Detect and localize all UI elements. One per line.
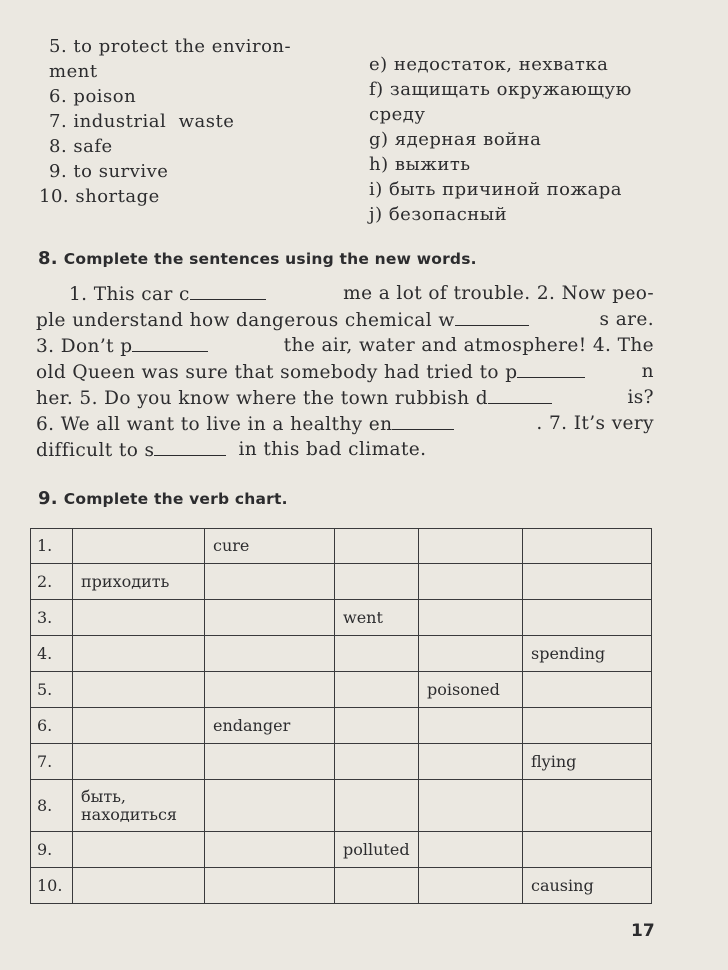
- text-line: 3. Don’t p the air, water and atmosphere! 4. The: [36, 335, 654, 357]
- chart-cell-empty[interactable]: [73, 744, 205, 780]
- row-number: 3.: [31, 600, 73, 636]
- page-number: 17: [631, 921, 655, 941]
- exercise-8-heading: 8. Complete the sentences using the new words.: [38, 248, 477, 269]
- vocab-translation: f) защищать окружающую: [369, 79, 632, 100]
- chart-cell-empty[interactable]: [419, 832, 523, 868]
- vocab-translation: g) ядерная война: [369, 129, 542, 150]
- chart-row: [31, 564, 652, 600]
- text-line: difficult to s in this bad climate.: [36, 439, 427, 461]
- chart-cell: poisoned: [419, 672, 523, 708]
- vocab-item: ment: [49, 61, 98, 82]
- chart-cell-empty[interactable]: [419, 868, 523, 904]
- row-number: 10.: [31, 868, 73, 904]
- chart-row: [31, 744, 652, 780]
- vocab-translation: h) выжить: [369, 154, 471, 175]
- vocab-item: 10. shortage: [39, 186, 160, 207]
- chart-row: [31, 868, 652, 904]
- chart-cell-empty[interactable]: [205, 832, 335, 868]
- vocab-translation: среду: [369, 104, 426, 125]
- chart-cell-empty[interactable]: [523, 708, 652, 744]
- vocab-item: 6. poison: [49, 86, 137, 107]
- vocab-item: 7. industrial waste: [49, 111, 235, 132]
- chart-cell-empty[interactable]: [335, 672, 419, 708]
- chart-cell-empty[interactable]: [419, 529, 523, 564]
- chart-cell-empty[interactable]: [335, 708, 419, 744]
- chart-cell-empty[interactable]: [205, 744, 335, 780]
- text-line: old Queen was sure that somebody had tried to p n: [36, 361, 654, 383]
- chart-cell-empty[interactable]: [419, 708, 523, 744]
- vocab-translation: j) безопасный: [369, 204, 508, 225]
- chart-cell: endanger: [205, 708, 335, 744]
- answer-blank[interactable]: [392, 411, 454, 430]
- text-line: 1. This car c me a lot of trouble. 2. Now peo-: [69, 283, 654, 305]
- chart-cell-empty[interactable]: [205, 636, 335, 672]
- answer-blank[interactable]: [154, 437, 226, 456]
- chart-cell-empty[interactable]: [419, 600, 523, 636]
- row-number: 7.: [31, 744, 73, 780]
- chart-cell: spending: [523, 636, 652, 672]
- chart-cell-empty[interactable]: [205, 780, 335, 832]
- chart-row: [31, 780, 652, 832]
- chart-cell-empty[interactable]: [523, 832, 652, 868]
- chart-row: [31, 600, 652, 636]
- chart-cell-empty[interactable]: [205, 672, 335, 708]
- text-line: 6. We all want to live in a healthy en . 7. It’s very: [36, 413, 654, 435]
- vocab-item: 9. to survive: [49, 161, 169, 182]
- chart-cell: causing: [523, 868, 652, 904]
- chart-cell: flying: [523, 744, 652, 780]
- chart-cell-empty[interactable]: [73, 708, 205, 744]
- answer-blank[interactable]: [190, 281, 266, 300]
- chart-cell-empty[interactable]: [335, 744, 419, 780]
- chart-cell-empty[interactable]: [73, 636, 205, 672]
- chart-cell-empty[interactable]: [205, 564, 335, 600]
- chart-cell-empty[interactable]: [523, 780, 652, 832]
- text-line: ple understand how dangerous chemical w s are.: [36, 309, 654, 331]
- chart-cell: cure: [205, 529, 335, 564]
- chart-cell-empty[interactable]: [419, 780, 523, 832]
- row-number: 6.: [31, 708, 73, 744]
- chart-cell-empty[interactable]: [73, 672, 205, 708]
- answer-blank[interactable]: [517, 359, 585, 378]
- chart-cell-empty[interactable]: [523, 564, 652, 600]
- chart-row: [31, 672, 652, 708]
- chart-cell-empty[interactable]: [73, 529, 205, 564]
- chart-row: [31, 636, 652, 672]
- vocab-translation: e) недостаток, нехватка: [369, 54, 609, 75]
- chart-cell-empty[interactable]: [205, 600, 335, 636]
- chart-cell-empty[interactable]: [335, 780, 419, 832]
- chart-cell-empty[interactable]: [73, 832, 205, 868]
- row-number: 8.: [31, 780, 73, 832]
- answer-blank[interactable]: [488, 385, 552, 404]
- chart-cell-empty[interactable]: [335, 636, 419, 672]
- chart-cell: went: [335, 600, 419, 636]
- chart-cell-empty[interactable]: [73, 868, 205, 904]
- chart-row: [31, 832, 652, 868]
- chart-cell-empty[interactable]: [205, 868, 335, 904]
- chart-cell-empty[interactable]: [419, 564, 523, 600]
- chart-cell: приходить: [73, 564, 205, 600]
- chart-cell-empty[interactable]: [523, 529, 652, 564]
- chart-cell-empty[interactable]: [335, 868, 419, 904]
- row-number: 1.: [31, 529, 73, 564]
- chart-cell-empty[interactable]: [523, 672, 652, 708]
- chart-cell-empty[interactable]: [335, 564, 419, 600]
- chart-cell-empty[interactable]: [73, 600, 205, 636]
- vocab-item: 8. safe: [49, 136, 113, 157]
- vocab-translation: i) быть причиной пожара: [369, 179, 622, 200]
- text-line: her. 5. Do you know where the town rubbish d is?: [36, 387, 654, 409]
- row-number: 2.: [31, 564, 73, 600]
- exercise-8-text: [36, 281, 654, 463]
- chart-cell-empty[interactable]: [419, 744, 523, 780]
- chart-cell: быть, находиться: [73, 780, 205, 832]
- chart-cell-empty[interactable]: [335, 529, 419, 564]
- chart-cell-empty[interactable]: [419, 636, 523, 672]
- chart-cell-empty[interactable]: [523, 600, 652, 636]
- verb-chart: [30, 528, 652, 904]
- answer-blank[interactable]: [455, 307, 529, 326]
- exercise-9-heading: 9. Complete the verb chart.: [38, 488, 288, 509]
- answer-blank[interactable]: [132, 333, 208, 352]
- row-number: 4.: [31, 636, 73, 672]
- row-number: 5.: [31, 672, 73, 708]
- vocab-item: 5. to protect the environ-: [49, 36, 292, 57]
- vocab-list-russian: [369, 52, 699, 227]
- vocab-list-english: [39, 34, 349, 209]
- chart-cell: polluted: [335, 832, 419, 868]
- row-number: 9.: [31, 832, 73, 868]
- chart-row: [31, 708, 652, 744]
- chart-row: [31, 529, 652, 564]
